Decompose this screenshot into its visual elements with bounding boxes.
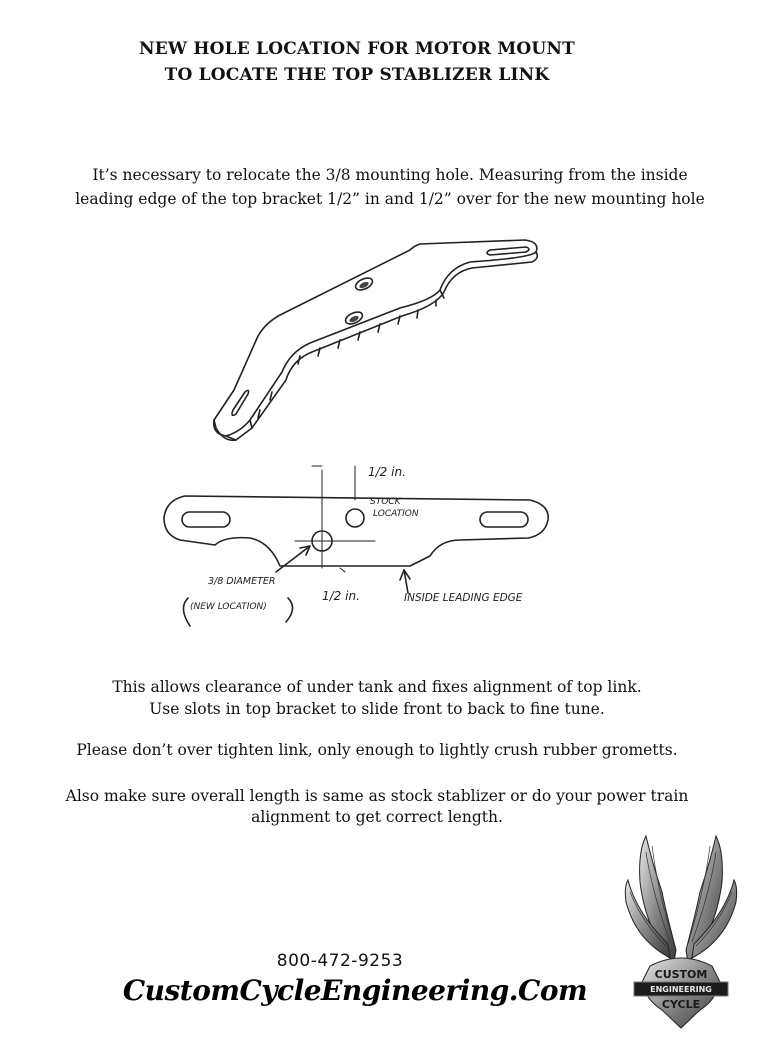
- new-hole: [312, 531, 332, 551]
- note-line-1: This allows clearance of under tank and fixes alignment of top link.: [112, 678, 642, 696]
- winged-logo: [616, 832, 746, 1032]
- new-hole-label-line-1: 3/8 DIAMETER: [208, 576, 276, 587]
- note-line-2: Use slots in top bracket to slide front to back to fine tune.: [149, 700, 605, 718]
- right-slot: [480, 512, 528, 527]
- stock-hole: [346, 509, 364, 527]
- intro-paragraph: [20, 163, 760, 211]
- inside-edge-label: INSIDE LEADING EDGE: [404, 592, 523, 604]
- logo-bottom-word: CYCLE: [661, 998, 701, 1011]
- new-hole-label-line-2: (NEW LOCATION): [190, 602, 267, 612]
- stock-label-line-2: LOCATION: [373, 509, 419, 519]
- note-line-4: Also make sure overall length is same as stock stablizer or do your power train: [65, 787, 689, 805]
- note-line-5: alignment to get correct length.: [251, 808, 503, 826]
- dim-bottom-label: 1/2 in.: [322, 589, 360, 603]
- phone-number: 800-472-9253: [276, 951, 404, 971]
- stock-label-line-1: STOCK: [370, 497, 401, 507]
- intro-line-2: leading edge of the top bracket 1/2” in and 1/2” over for the new mounting hole: [75, 190, 705, 208]
- title-line-1: NEW HOLE LOCATION FOR MOTOR MOUNT: [139, 39, 575, 59]
- left-slot: [182, 512, 230, 527]
- title-line-2: TO LOCATE THE TOP STABLIZER LINK: [164, 65, 550, 85]
- website-wordmark: CustomCycleEngineering.Com: [122, 974, 588, 1007]
- note-line-3: Please don’t over tighten link, only enough to lightly crush rubber grometts.: [76, 741, 678, 759]
- intro-line-1: It’s necessary to relocate the 3/8 mounting hole. Measuring from the inside: [92, 166, 688, 184]
- logo-middle-word: ENGINEERING: [650, 985, 712, 994]
- dim-top-label: 1/2 in.: [368, 465, 406, 479]
- logo-top-word: CUSTOM: [654, 968, 708, 981]
- page-title: [0, 36, 714, 88]
